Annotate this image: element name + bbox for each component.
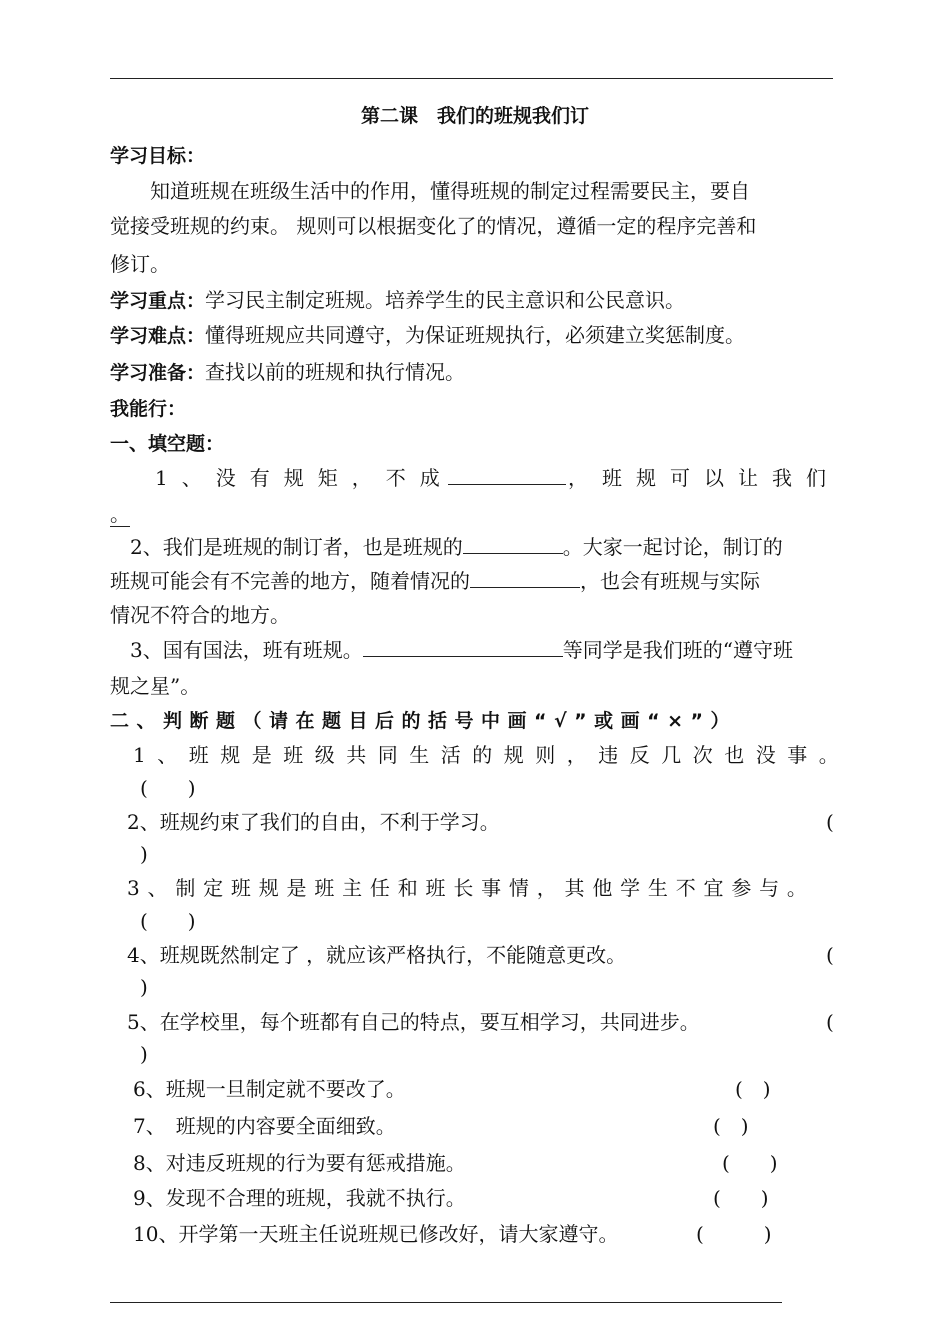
judge-item-2-close[interactable]: ) bbox=[140, 842, 148, 866]
fill-q1 bbox=[155, 464, 840, 492]
fill-q2-line2-a: 班规可能会有不完善的地方，随着情况的 bbox=[110, 569, 470, 593]
preparation bbox=[110, 358, 465, 386]
fill-q3 bbox=[130, 636, 793, 664]
fill-q3-part-b: 等同学是我们班的“遵守班 bbox=[562, 638, 793, 662]
judge-item-4: 4、班规既然制定了 ，就应该严格执行，不能随意更改。 bbox=[127, 943, 627, 967]
fill-q3-line-2: 规之星”。 bbox=[110, 674, 201, 698]
fill-q2-line-2 bbox=[110, 567, 760, 595]
fill-q2-line2-b: ，也会有班规与实际 bbox=[580, 569, 760, 593]
objectives-line-2: 觉接受班规的约束。 规则可以根据变化了的情况，遵循一定的程序完善和 bbox=[110, 214, 757, 238]
objectives-line-3: 修订。 bbox=[110, 252, 170, 276]
judge-item-9: 9、发现不合理的班规，我就不执行。 bbox=[133, 1186, 466, 1210]
judge-item-7-paren[interactable]: ( ) bbox=[713, 1114, 749, 1138]
fill-q1-line-2 bbox=[110, 500, 130, 528]
fill-q2-blank-2[interactable] bbox=[470, 567, 580, 588]
fill-q2-blank-1[interactable] bbox=[463, 533, 563, 554]
judge-item-1-paren[interactable]: ( ) bbox=[140, 776, 196, 800]
fill-blank-heading: 一、填空题： bbox=[110, 433, 225, 455]
key-point bbox=[110, 286, 685, 314]
objectives-line-1: 知道班规在班级生活中的作用，懂得班规的制定过程需要民主，要自 bbox=[150, 179, 750, 203]
judge-item-4-close[interactable]: ) bbox=[140, 975, 148, 999]
fill-q1-tail: 。 bbox=[110, 502, 130, 526]
fill-q2-part-a: 2、我们是班规的制订者，也是班规的 bbox=[130, 535, 463, 559]
preparation-label: 学习准备： bbox=[110, 362, 206, 384]
preparation-text: 查找以前的班规和执行情况。 bbox=[205, 360, 466, 384]
i-can-heading: 我能行： bbox=[110, 398, 187, 420]
judge-item-4-open[interactable]: ( bbox=[826, 943, 834, 967]
footer-rule bbox=[110, 1302, 782, 1303]
judge-item-1: 1、班规是班级共同生活的规则，违反几次也没事。 bbox=[133, 743, 851, 767]
header-rule bbox=[110, 78, 833, 79]
page-title: 第二课 我们的班规我们订 bbox=[360, 105, 589, 127]
judge-item-10: 10、开学第一天班主任说班规已修改好，请大家遵守。 bbox=[133, 1222, 619, 1246]
judge-heading: 二、判断题（请在题目后的括号中画“√”或画“×”） bbox=[110, 710, 738, 732]
judge-item-6-paren[interactable]: ( ) bbox=[735, 1077, 771, 1101]
fill-q2 bbox=[130, 533, 783, 561]
judge-item-5-open[interactable]: ( bbox=[826, 1010, 834, 1034]
difficulty-label: 学习难点： bbox=[110, 325, 206, 347]
judge-item-3-paren[interactable]: ( ) bbox=[140, 909, 196, 933]
fill-q3-part-a: 3、国有国法，班有班规。 bbox=[130, 638, 363, 662]
judge-item-8: 8、对违反班规的行为要有惩戒措施。 bbox=[133, 1151, 466, 1175]
judge-item-8-paren[interactable]: ( ) bbox=[722, 1151, 778, 1175]
fill-q2-part-b: 。大家一起讨论，制订的 bbox=[562, 535, 783, 559]
fill-q1-blank[interactable] bbox=[448, 464, 566, 485]
judge-item-2: 2、班规约束了我们的自由，不利于学习。 bbox=[127, 810, 500, 834]
judge-item-5-close[interactable]: ) bbox=[140, 1042, 148, 1066]
judge-item-9-paren[interactable]: ( ) bbox=[713, 1186, 769, 1210]
fill-q1-part-a: 1、没有规矩，不成 bbox=[155, 466, 454, 490]
objectives-heading: 学习目标： bbox=[110, 145, 206, 167]
difficulty bbox=[110, 321, 745, 349]
judge-item-5: 5、在学校里，每个班都有自己的特点，要互相学习，共同进步。 bbox=[127, 1010, 700, 1034]
fill-q1-part-b: ，班规可以让我们 bbox=[567, 466, 840, 490]
fill-q3-blank[interactable] bbox=[363, 636, 563, 657]
key-point-label: 学习重点： bbox=[110, 290, 206, 312]
judge-item-10-paren[interactable]: ( ) bbox=[696, 1222, 772, 1246]
judge-item-3: 3、制定班规是班主任和班长事情，其他学生不宜参与。 bbox=[127, 876, 815, 900]
key-point-text: 学习民主制定班规。培养学生的民主意识和公民意识。 bbox=[205, 288, 686, 312]
judge-item-7: 7、 班规的内容要全面细致。 bbox=[133, 1114, 396, 1138]
fill-q2-line-3: 情况不符合的地方。 bbox=[110, 603, 290, 627]
judge-item-6: 6、班规一旦制定就不要改了。 bbox=[133, 1077, 406, 1101]
judge-item-2-open[interactable]: ( bbox=[826, 810, 834, 834]
difficulty-text: 懂得班规应共同遵守，为保证班规执行，必须建立奖惩制度。 bbox=[205, 323, 746, 347]
